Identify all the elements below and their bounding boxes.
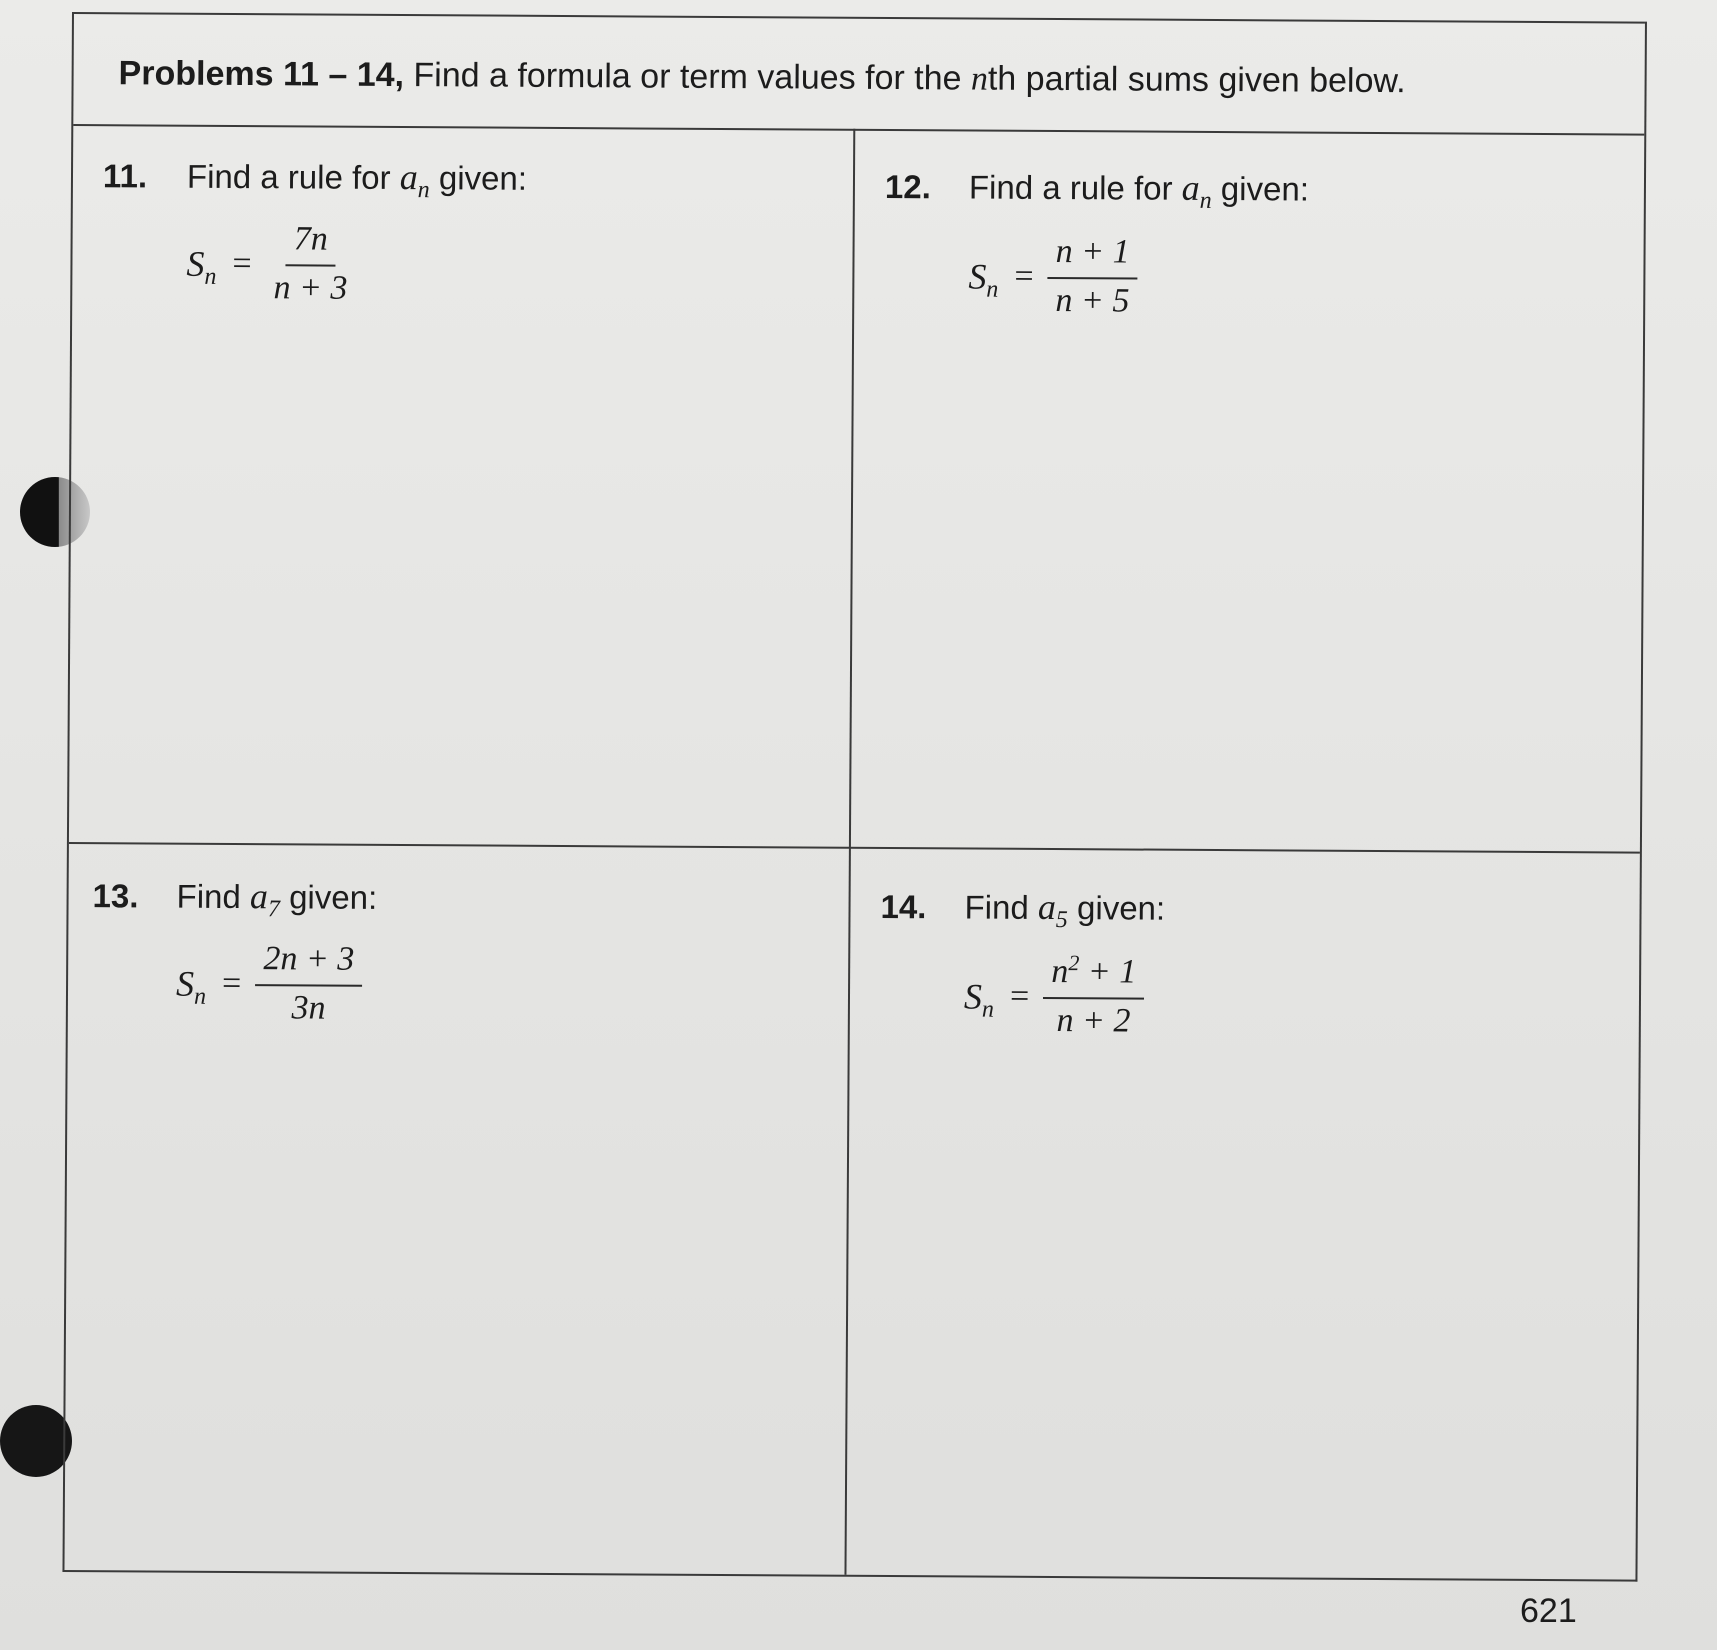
- denominator: n + 5: [1055, 282, 1130, 320]
- equals-sign: =: [1009, 977, 1030, 1015]
- problem-14-cell: [847, 849, 1611, 1554]
- partial-sum-symbol: [175, 962, 207, 1010]
- header-text: [119, 54, 1406, 101]
- problem-number: 13.: [92, 877, 139, 915]
- term-variable: a: [399, 157, 418, 198]
- term-subscript: 7: [267, 896, 280, 923]
- problem-grid: [64, 124, 1644, 1580]
- denominator: 3n: [291, 989, 326, 1027]
- lhs-letter: S: [186, 243, 205, 284]
- prompt-text: Find: [176, 877, 251, 916]
- worksheet-table: [62, 12, 1647, 1582]
- problem-14-formula: [964, 949, 1145, 1043]
- problem-11-cell: [69, 124, 833, 829]
- problem-12-cell: [851, 129, 1615, 834]
- problem-12-prompt: [884, 165, 1310, 214]
- problem-number: 14.: [880, 887, 927, 926]
- equals-sign: =: [232, 244, 252, 282]
- prompt-text: Find: [964, 888, 1039, 926]
- problem-11-formula: [186, 217, 356, 311]
- problem-14-prompt: [880, 885, 1166, 934]
- prompt-suffix: given:: [279, 878, 378, 916]
- term-variable: a: [1037, 886, 1057, 928]
- numerator-text: n: [1051, 953, 1069, 991]
- page-number: 621: [1520, 1592, 1577, 1630]
- fraction: [265, 217, 356, 311]
- prompt-suffix: given:: [429, 159, 528, 197]
- term-subscript: 5: [1055, 907, 1068, 934]
- term-variable: a: [1181, 167, 1200, 208]
- denominator: n + 2: [1056, 1002, 1131, 1040]
- lhs-letter: S: [968, 255, 987, 297]
- lhs-subscript: n: [981, 996, 995, 1023]
- header-text-after: th partial sums given below.: [987, 59, 1406, 101]
- numerator: [286, 217, 336, 266]
- equals-sign: =: [221, 964, 242, 1002]
- numerator-text: n + 1: [1055, 233, 1130, 271]
- numerator-rest: + 1: [1079, 953, 1137, 991]
- worksheet-header: [73, 12, 1645, 136]
- term-subscript: n: [417, 177, 430, 204]
- lhs-letter: S: [963, 975, 983, 1017]
- lhs-subscript: n: [204, 263, 217, 290]
- numerator-text: 2n + 3: [263, 940, 355, 978]
- denominator: n + 3: [273, 269, 348, 307]
- lhs-subscript: n: [193, 983, 207, 1010]
- numerator-text: 7n: [293, 220, 328, 258]
- fraction: [255, 937, 363, 1031]
- fraction: [1043, 950, 1145, 1044]
- prompt-suffix: given:: [1067, 889, 1166, 927]
- term-variable: a: [249, 876, 269, 917]
- problem-13-cell: [65, 844, 829, 1549]
- prompt-text: Find a rule for: [186, 157, 400, 197]
- problem-number: 11.: [102, 157, 148, 195]
- header-bold: Problems 11 – 14,: [118, 54, 405, 95]
- partial-sum-symbol: [963, 975, 995, 1023]
- term-subscript: n: [1199, 187, 1212, 214]
- problem-12-formula: [968, 229, 1138, 323]
- header-var-n: n: [970, 60, 989, 98]
- numerator: [1048, 230, 1138, 280]
- fraction: [1047, 230, 1138, 324]
- problem-13-prompt: [92, 874, 378, 923]
- partial-sum-symbol: [186, 242, 217, 290]
- problem-11-prompt: [102, 154, 528, 204]
- prompt-text: Find a rule for: [968, 168, 1182, 207]
- numerator: [255, 937, 362, 987]
- numerator: [1043, 950, 1144, 1000]
- prompt-suffix: given:: [1211, 169, 1310, 208]
- lhs-subscript: n: [986, 276, 999, 303]
- problem-13-formula: [176, 937, 363, 1031]
- problem-number: 12.: [884, 167, 931, 206]
- numerator-exponent: 2: [1068, 950, 1080, 976]
- equals-sign: =: [1014, 257, 1034, 295]
- lhs-letter: S: [175, 963, 195, 1004]
- header-text-before: Find a formula or term values for the: [403, 56, 972, 98]
- partial-sum-symbol: [968, 255, 999, 303]
- binder-hole-bottom: [0, 1405, 72, 1477]
